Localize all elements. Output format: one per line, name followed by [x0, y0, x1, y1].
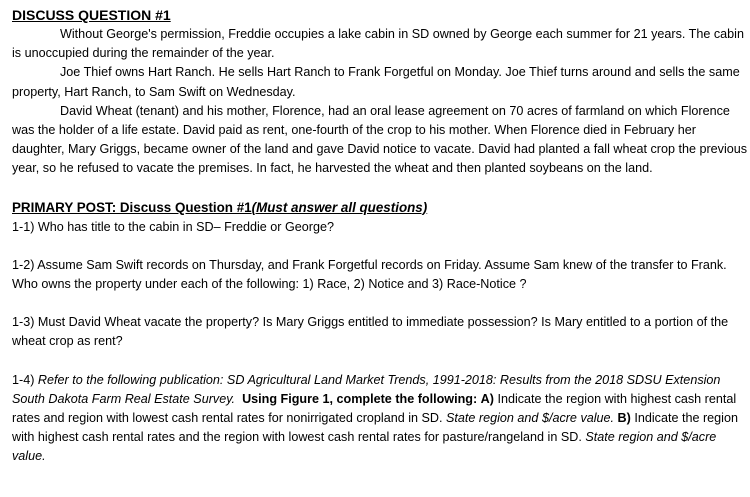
question-1-4	[12, 371, 748, 467]
q4-part-b-text: Indicate the region with highest cash rental rates and the region with lowest cash rental rates for pasture/rangeland in SD.	[12, 411, 738, 445]
q4-instruction: Using Figure 1, complete the following:	[242, 391, 478, 406]
q4-part-b-label: B)	[617, 411, 631, 426]
primary-post-note: (Must answer all questions)	[251, 199, 428, 215]
paragraph-wheat-lease: David Wheat (tenant) and his mother, Florence, had an oral lease agreement on 70 acres of farmland on which Florence was the holder of a life estate. David paid as rent, one-fourth of the crop to his mother. When Florence died in February her daughter, Mary Griggs, became owner of the land and gave David notice to vacate. David had planted a fall wheat crop the previous year, so he refused to vacate the premises. In fact, he harvested the wheat and then planted soybeans on the land.	[12, 103, 748, 176]
q4-reference: Refer to the following publication: SD Agricultural Land Market Trends, 1991-2018: Results from the 2018 SDSU Extension South Dakota Farm Real Estate Survey.	[12, 372, 721, 406]
q4-part-a-label: A)	[480, 391, 494, 406]
question-gap	[12, 352, 748, 371]
paragraph-hart-ranch: Joe Thief owns Hart Ranch. He sells Hart Ranch to Frank Forgetful on Monday. Joe Thief turns around and sells the same property, Hart Ranch, to Sam Swift on Wednesday.	[12, 65, 740, 99]
q4-part-a-text: Indicate the region with highest cash rental rates and region with lowest cash rental rates for nonirrigated cropland in SD.	[12, 391, 737, 426]
primary-post-heading	[12, 198, 748, 218]
question-gap	[12, 294, 748, 313]
paragraph-cabin: Without George's permission, Freddie occupies a lake cabin in SD owned by George each summer for 21 years. The cabin is unoccupied during the remainder of the year.	[12, 27, 744, 61]
primary-post-title: PRIMARY POST: Discuss Question #1	[12, 199, 252, 215]
question-1-1: 1-1) Who has title to the cabin in SD– Freddie or George?	[12, 219, 335, 234]
question-1-3: 1-3) Must David Wheat vacate the property? Is Mary Griggs entitled to immediate possession? Is Mary entitled to a portion of the wheat crop as rent?	[12, 315, 729, 349]
q4-part-a-italic: State region and $/acre value.	[446, 411, 615, 426]
q4-part-b-italic: State region and $/acre value.	[12, 430, 717, 464]
question-1-2: 1-2) Assume Sam Swift records on Thursday, and Frank Forgetful records on Friday. Assume Sam knew of the transfer to Frank. Who owns the property under each of the following: 1) Race, 2) Notice and 3) Race-Notice ?	[12, 257, 727, 292]
q4-prefix: 1-4)	[12, 372, 38, 387]
discuss-heading: DISCUSS QUESTION #1	[12, 7, 171, 23]
question-gap	[12, 237, 748, 256]
section-spacer	[12, 179, 748, 198]
